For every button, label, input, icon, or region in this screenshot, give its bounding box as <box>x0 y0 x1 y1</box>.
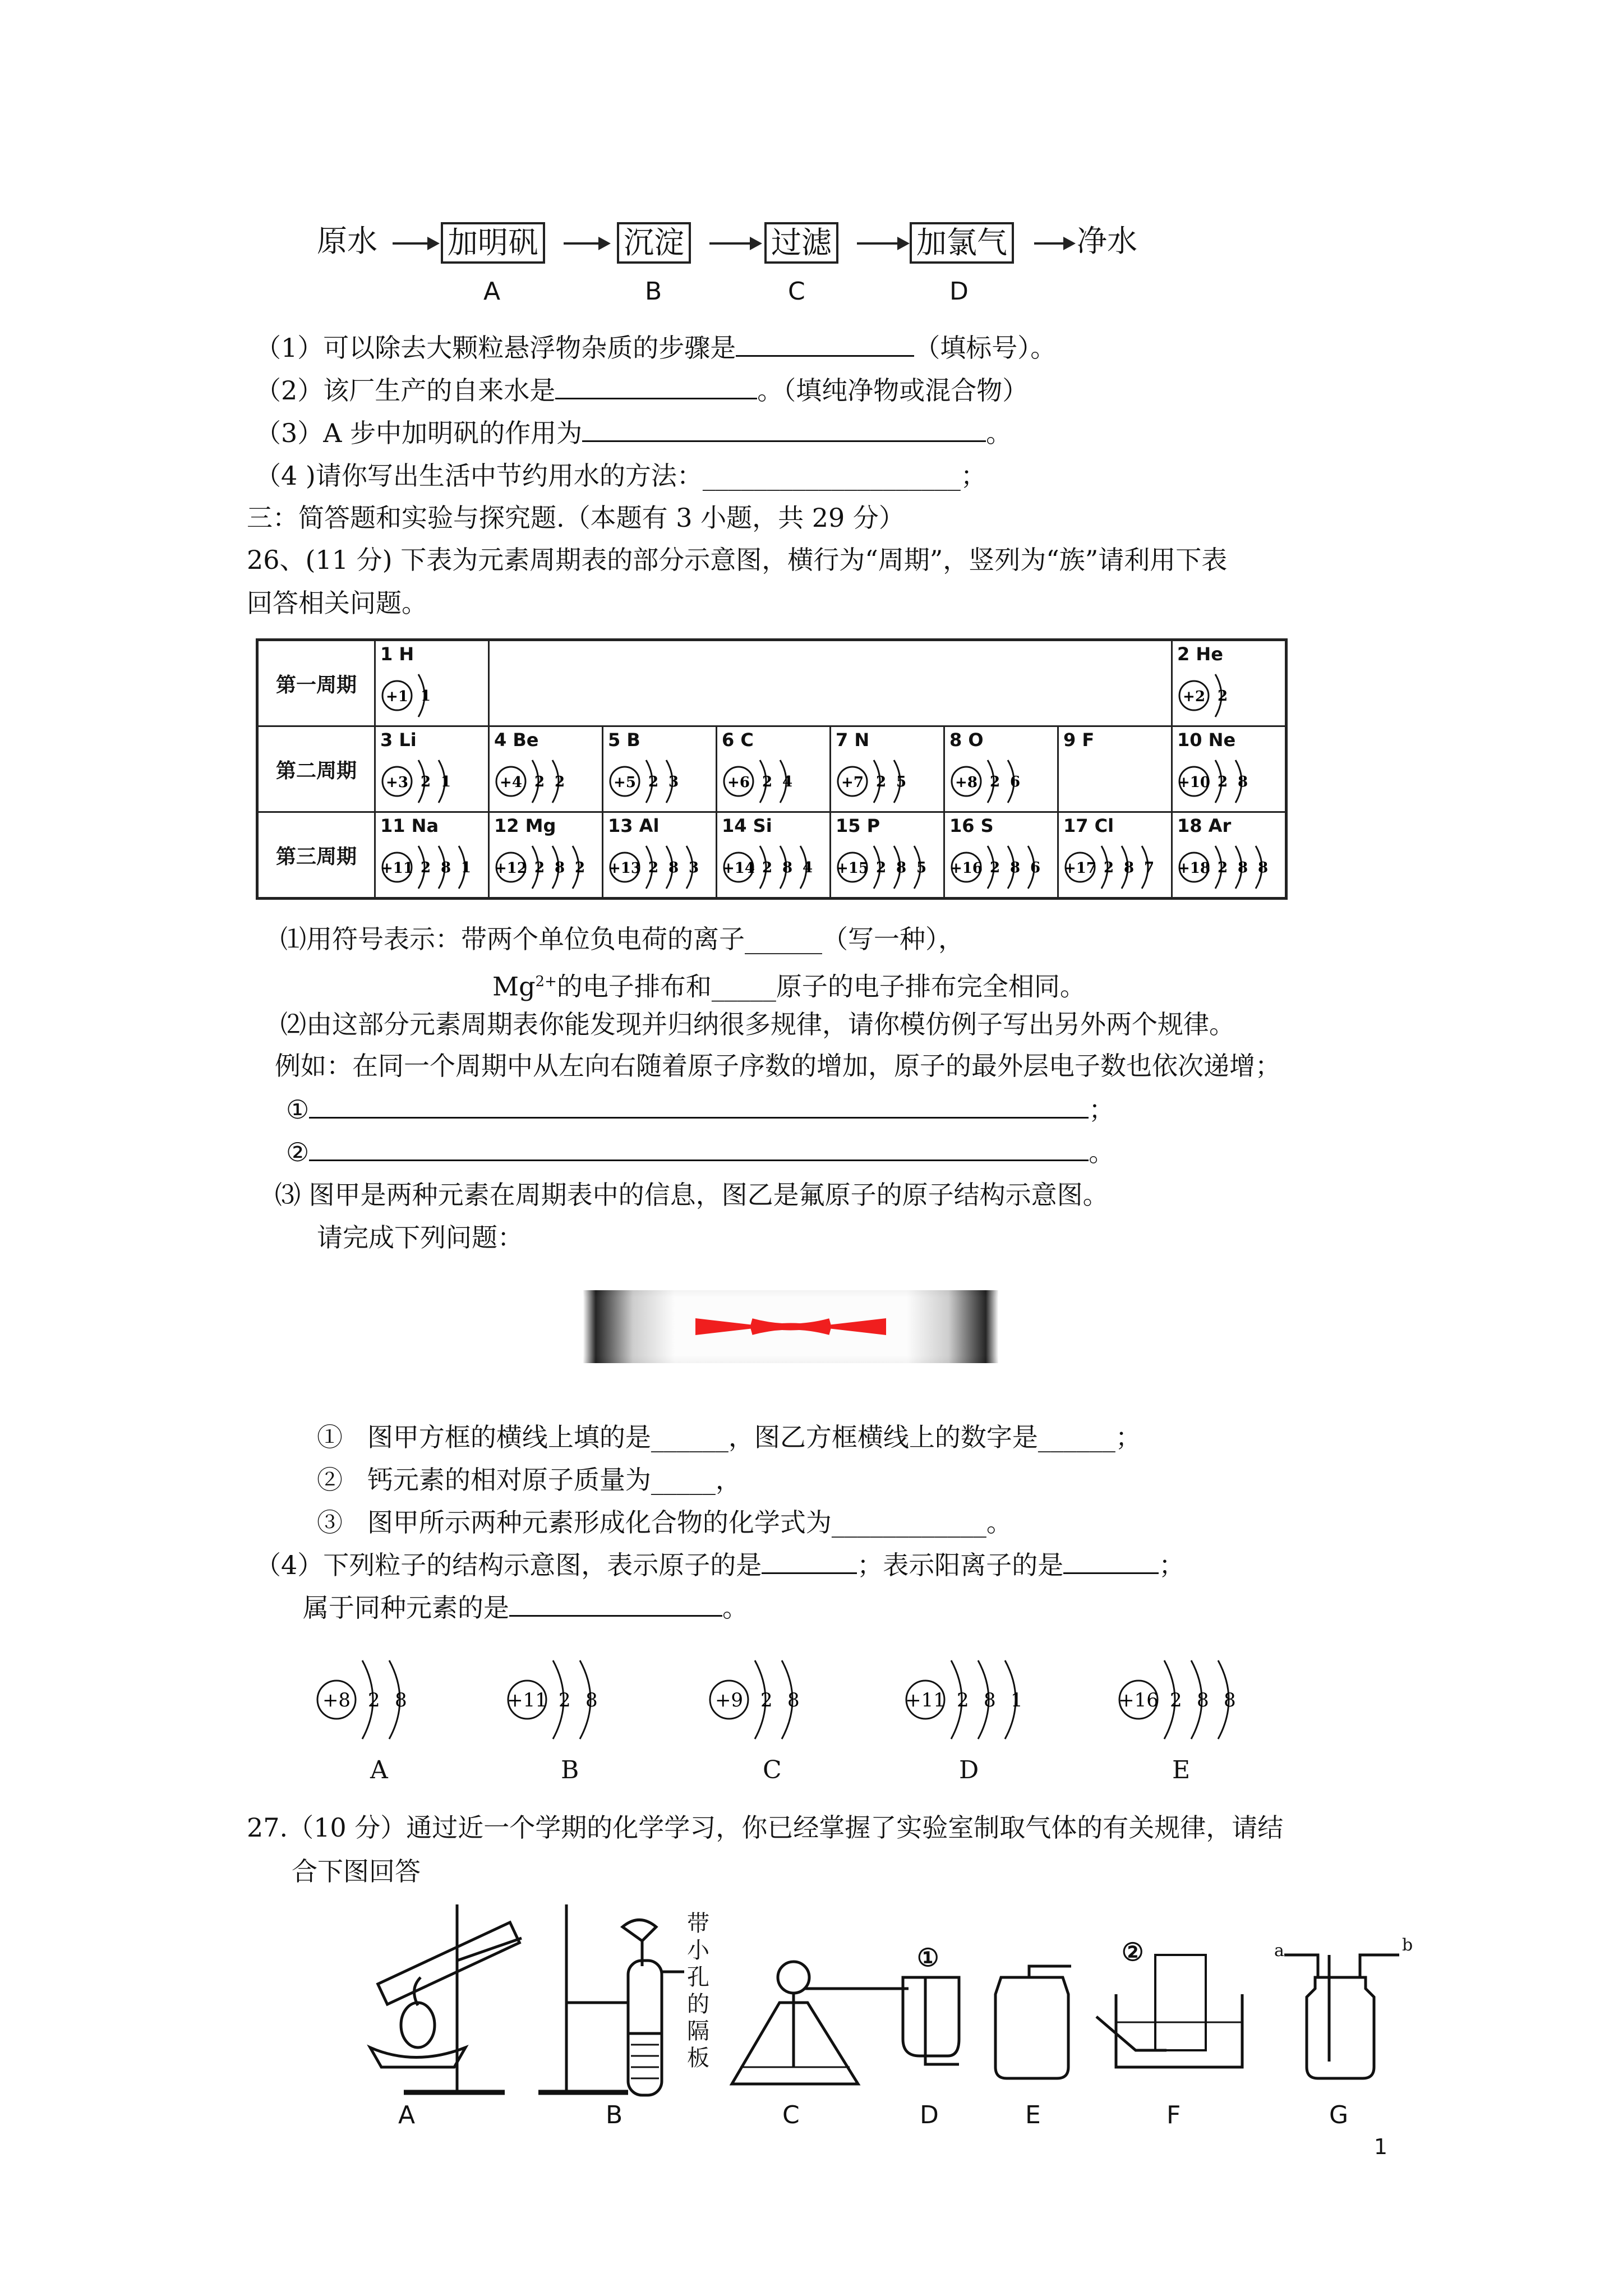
section-heading: 三：简答题和实验与探究题.（本题有 3 小题，共 29 分） <box>247 503 905 533</box>
electron-count: 2 <box>762 859 773 876</box>
atom-diagram <box>607 756 713 807</box>
flow-arrow <box>393 242 437 245</box>
apparatus-c <box>732 1962 909 2084</box>
electron-count: 8 <box>585 1689 598 1711</box>
atom-diagram <box>493 756 600 807</box>
nuclear-charge: +8 <box>322 1689 351 1711</box>
electron-count: 2 <box>555 774 565 790</box>
nuclear-charge: +13 <box>608 860 641 877</box>
electron-count: 5 <box>896 774 907 790</box>
nuclear-charge: +1 <box>386 688 408 705</box>
atom-diagram <box>721 756 827 807</box>
atom-diagram <box>834 756 941 807</box>
nuclear-charge: +6 <box>727 774 750 791</box>
nuclear-charge: +16 <box>1118 1689 1159 1711</box>
electron-count: 8 <box>441 859 451 876</box>
apparatus-letter: E <box>1025 2101 1041 2129</box>
atom-diagram <box>607 842 713 892</box>
nuclear-charge: +18 <box>1178 860 1210 877</box>
particle-letter: E <box>1172 1756 1191 1784</box>
particle-diagrams <box>314 1649 1324 1795</box>
element-cell: 1 H +1 1 <box>375 640 489 726</box>
electron-count: 2 <box>559 1689 571 1711</box>
atom-diagram <box>1176 756 1283 807</box>
electron-count: 8 <box>395 1689 407 1711</box>
element-cell: 7 N +7 2 5 <box>831 726 944 812</box>
element-cell: 15 P +15 2 8 5 <box>831 812 944 899</box>
electron-count: 2 <box>534 774 545 790</box>
apparatus-d <box>903 1977 959 2064</box>
electron-count: 2 <box>876 859 887 876</box>
electron-count: 2 <box>1104 859 1114 876</box>
q27-line-1: 27.（10 分）通过近一个学期的化学学习，你已经掌握了实验室制取气体的有关规律，请结 <box>247 1812 1284 1843</box>
q26-part2: ⑵由这部分元素周期表你能发现并归纳很多规律，请你模仿例子写出另外两个规律。 <box>280 1009 1235 1039</box>
electron-count: 2 <box>990 859 1000 876</box>
period-label: 第三周期 <box>257 812 375 899</box>
q26-part3-q2: ② 钙元素的相对原子质量为_____， <box>317 1465 741 1495</box>
particle-letter: C <box>763 1756 782 1784</box>
electron-count: 2 <box>648 859 659 876</box>
q26-part1-b: $Mg^{2+}$的电子排布和_____原子的电子排布完全相同。 <box>492 971 1086 1002</box>
electron-count: 2 <box>990 774 1000 790</box>
element-cell: 6 C +6 2 4 <box>717 726 831 812</box>
flow-start: 原水 <box>317 223 377 259</box>
element-cell: 9 F <box>1058 726 1172 812</box>
flow-letter-d: D <box>949 277 969 306</box>
period-label: 第一周期 <box>257 640 375 726</box>
electron-count: 8 <box>555 859 565 876</box>
q26-part4-line-1: （4）下列粒子的结构示意图，表示原子的是 ；表示阳离子的是 ； <box>255 1550 1185 1580</box>
apparatus-a <box>370 1904 522 2092</box>
nuclear-charge: +16 <box>950 860 983 877</box>
flow-letter-a: A <box>483 277 501 306</box>
q25-line-3: （3）A 步中加明矾的作用为 。 <box>255 418 1012 448</box>
electron-count: 3 <box>668 774 679 790</box>
electron-count: 3 <box>689 859 699 876</box>
atom-diagram <box>379 756 486 807</box>
electron-count: 8 <box>1197 1689 1209 1711</box>
nuclear-charge: +8 <box>955 774 978 791</box>
element-cell: 8 O +8 2 6 <box>944 726 1058 812</box>
electron-count: 8 <box>1238 774 1248 790</box>
flow-arrow <box>709 242 760 245</box>
apparatus-g-port-a: a <box>1274 1941 1284 1961</box>
electron-count: 6 <box>1030 859 1041 876</box>
element-cell: 13 Al +13 2 8 3 <box>603 812 717 899</box>
flow-arrow <box>1034 242 1073 245</box>
electron-count: 2 <box>368 1689 380 1711</box>
nuclear-charge: +7 <box>841 774 864 791</box>
electron-count: 8 <box>782 859 793 876</box>
q25-line-4: （4 )请你写出生活中节约用水的方法：____________________； <box>255 461 986 491</box>
electron-count: 5 <box>916 859 927 876</box>
nuclear-charge: +9 <box>714 1689 744 1711</box>
q26-part4-line-2: 属于同种元素的是 。 <box>303 1593 748 1623</box>
element-cell: 12 Mg +12 2 8 2 <box>489 812 603 899</box>
flow-letter-c: C <box>788 277 805 306</box>
q27-line-2: 合下图回答 <box>292 1856 421 1887</box>
nuclear-charge: +11 <box>905 1689 946 1711</box>
page-number: 1 <box>1373 2134 1387 2159</box>
electron-count: 4 <box>803 859 813 876</box>
electron-count: 2 <box>534 859 545 876</box>
atom-diagram <box>379 670 486 721</box>
element-cell: 18 Ar +18 2 8 8 <box>1172 812 1287 899</box>
electron-count: 1 <box>421 688 431 705</box>
flow-arrow <box>564 242 608 245</box>
element-cell: 4 Be +4 2 2 <box>489 726 603 812</box>
partition-label: 带小孔的隔板 <box>687 1911 709 2071</box>
nuclear-charge: +17 <box>1064 860 1096 877</box>
particle-letter: D <box>959 1756 979 1784</box>
q26-part3-b: 请完成下列问题： <box>317 1222 523 1253</box>
apparatus-letter: C <box>782 2101 800 2129</box>
atom-diagram <box>1176 670 1283 721</box>
nuclear-charge: +15 <box>836 860 869 877</box>
atom-diagram <box>721 842 827 892</box>
electron-count: 4 <box>782 774 793 790</box>
nuclear-charge: +4 <box>500 774 522 791</box>
electron-count: 8 <box>1010 859 1021 876</box>
electron-count: 6 <box>1010 774 1021 790</box>
q26-intro-1: 26、(11 分) 下表为元素周期表的部分示意图，横行为“周期”，竖列为“族”请利用下表 <box>247 545 1228 575</box>
particle-letter: A <box>370 1756 388 1784</box>
flow-arrow <box>857 242 907 245</box>
nuclear-charge: +14 <box>722 860 755 877</box>
electron-count: 8 <box>668 859 679 876</box>
atom-diagram <box>493 842 600 892</box>
flow-letter-b: B <box>645 277 662 306</box>
particle-diagram <box>505 1649 684 1784</box>
electron-count: 2 <box>648 774 659 790</box>
q25-line-1: （1）可以除去大颗粒悬浮物杂质的步骤是 （填标号）。 <box>255 333 1057 363</box>
element-cell: 5 B +5 2 3 <box>603 726 717 812</box>
flow-step-d: 加氯气 <box>910 222 1014 264</box>
apparatus-f <box>1096 1955 1242 2067</box>
q26-part2-answer-1: ① ； <box>286 1094 1115 1125</box>
flow-end: 净水 <box>1077 223 1137 259</box>
q26-part3-q1: ① 图甲方框的横线上填的是______，图乙方框横线上的数字是______； <box>317 1422 1141 1452</box>
q26-part2-answer-2: ② 。 <box>286 1137 1115 1167</box>
electron-count: 8 <box>787 1689 800 1711</box>
electron-count: 1 <box>461 859 472 876</box>
electron-count: 1 <box>441 774 451 790</box>
apparatus-mark-2: ② <box>1122 1938 1144 1967</box>
atom-diagram <box>379 842 486 892</box>
broken-image-placeholder <box>583 1290 998 1363</box>
flow-step-a: 加明矾 <box>441 222 545 264</box>
apparatus-mark-1: ① <box>917 1944 939 1972</box>
element-cell: 17 Cl +17 2 8 7 <box>1058 812 1172 899</box>
lab-apparatus <box>336 1899 1413 2151</box>
particle-diagram <box>314 1649 494 1784</box>
electron-count: 2 <box>957 1689 969 1711</box>
element-cell: 2 He +2 2 <box>1172 640 1287 726</box>
apparatus-letter: D <box>920 2101 939 2129</box>
nuclear-charge: +5 <box>614 774 636 791</box>
electron-count: 2 <box>1170 1689 1182 1711</box>
electron-count: 2 <box>1218 774 1228 790</box>
apparatus-letter: G <box>1329 2101 1349 2129</box>
q26-part2-example: 例如：在同一个周期中从左向右随着原子序数的增加，原子的最外层电子数也依次递增； <box>275 1051 1281 1081</box>
electron-count: 2 <box>1218 859 1228 876</box>
q26-intro-2: 回答相关问题。 <box>247 588 427 618</box>
element-cell: 11 Na +11 2 8 1 <box>375 812 489 899</box>
element-cell: 3 Li +3 2 1 <box>375 726 489 812</box>
periodic-table <box>256 638 1288 900</box>
element-cell: 10 Ne +10 2 8 <box>1172 726 1287 812</box>
element-cell: 16 S +16 2 8 6 <box>944 812 1058 899</box>
electron-count: 2 <box>1218 688 1228 705</box>
apparatus-g <box>1284 1955 1399 2078</box>
nuclear-charge: +10 <box>1178 774 1210 791</box>
atom-diagram <box>1176 842 1283 892</box>
particle-letter: B <box>561 1756 579 1784</box>
electron-count: 2 <box>762 774 773 790</box>
electron-count: 8 <box>1258 859 1269 876</box>
q25-line-2: （2）该厂生产的自来水是 。（填纯净物或混合物） <box>255 375 1029 406</box>
q26-part3-q3: ③ 图甲所示两种元素形成化合物的化学式为____________。 <box>317 1507 1012 1538</box>
electron-count: 8 <box>1238 859 1248 876</box>
apparatus-e <box>995 1966 1071 2078</box>
nuclear-charge: +11 <box>507 1689 547 1711</box>
apparatus-b <box>538 1904 684 2095</box>
flow-step-b: 沉淀 <box>617 222 691 264</box>
flow-step-c: 过滤 <box>764 222 838 264</box>
atom-diagram <box>1062 842 1169 892</box>
element-cell: 14 Si +14 2 8 4 <box>717 812 831 899</box>
electron-count: 8 <box>984 1689 996 1711</box>
electron-count: 2 <box>421 859 431 876</box>
electron-count: 1 <box>1011 1689 1023 1711</box>
particle-diagram <box>1116 1649 1295 1784</box>
nuclear-charge: +11 <box>381 860 413 877</box>
period-label: 第二周期 <box>257 726 375 812</box>
atom-diagram <box>948 756 1055 807</box>
nuclear-charge: +2 <box>1183 688 1205 705</box>
electron-count: 8 <box>1224 1689 1236 1711</box>
nuclear-charge: +12 <box>495 860 527 877</box>
electron-count: 2 <box>421 774 431 790</box>
electron-count: 8 <box>1124 859 1135 876</box>
electron-count: 8 <box>896 859 907 876</box>
atom-diagram <box>1062 756 1169 807</box>
electron-count: 7 <box>1144 859 1155 876</box>
electron-count: 2 <box>876 774 887 790</box>
apparatus-letter: F <box>1166 2101 1181 2129</box>
apparatus-letter: A <box>398 2101 416 2129</box>
q26-part1-a: ⑴用符号表示：带两个单位负电荷的离子______（写一种）， <box>280 924 964 954</box>
particle-diagram <box>903 1649 1082 1784</box>
nuclear-charge: +3 <box>386 774 408 791</box>
q26-part3-a: ⑶ 图甲是两种元素在周期表中的信息，图乙是氟原子的原子结构示意图。 <box>275 1180 1109 1210</box>
atom-diagram <box>834 842 941 892</box>
atom-diagram <box>948 842 1055 892</box>
particle-diagram <box>707 1649 886 1784</box>
apparatus-g-port-b: b <box>1402 1935 1413 1955</box>
electron-count: 2 <box>575 859 585 876</box>
electron-count: 2 <box>760 1689 773 1711</box>
apparatus-letter: B <box>606 2101 623 2129</box>
